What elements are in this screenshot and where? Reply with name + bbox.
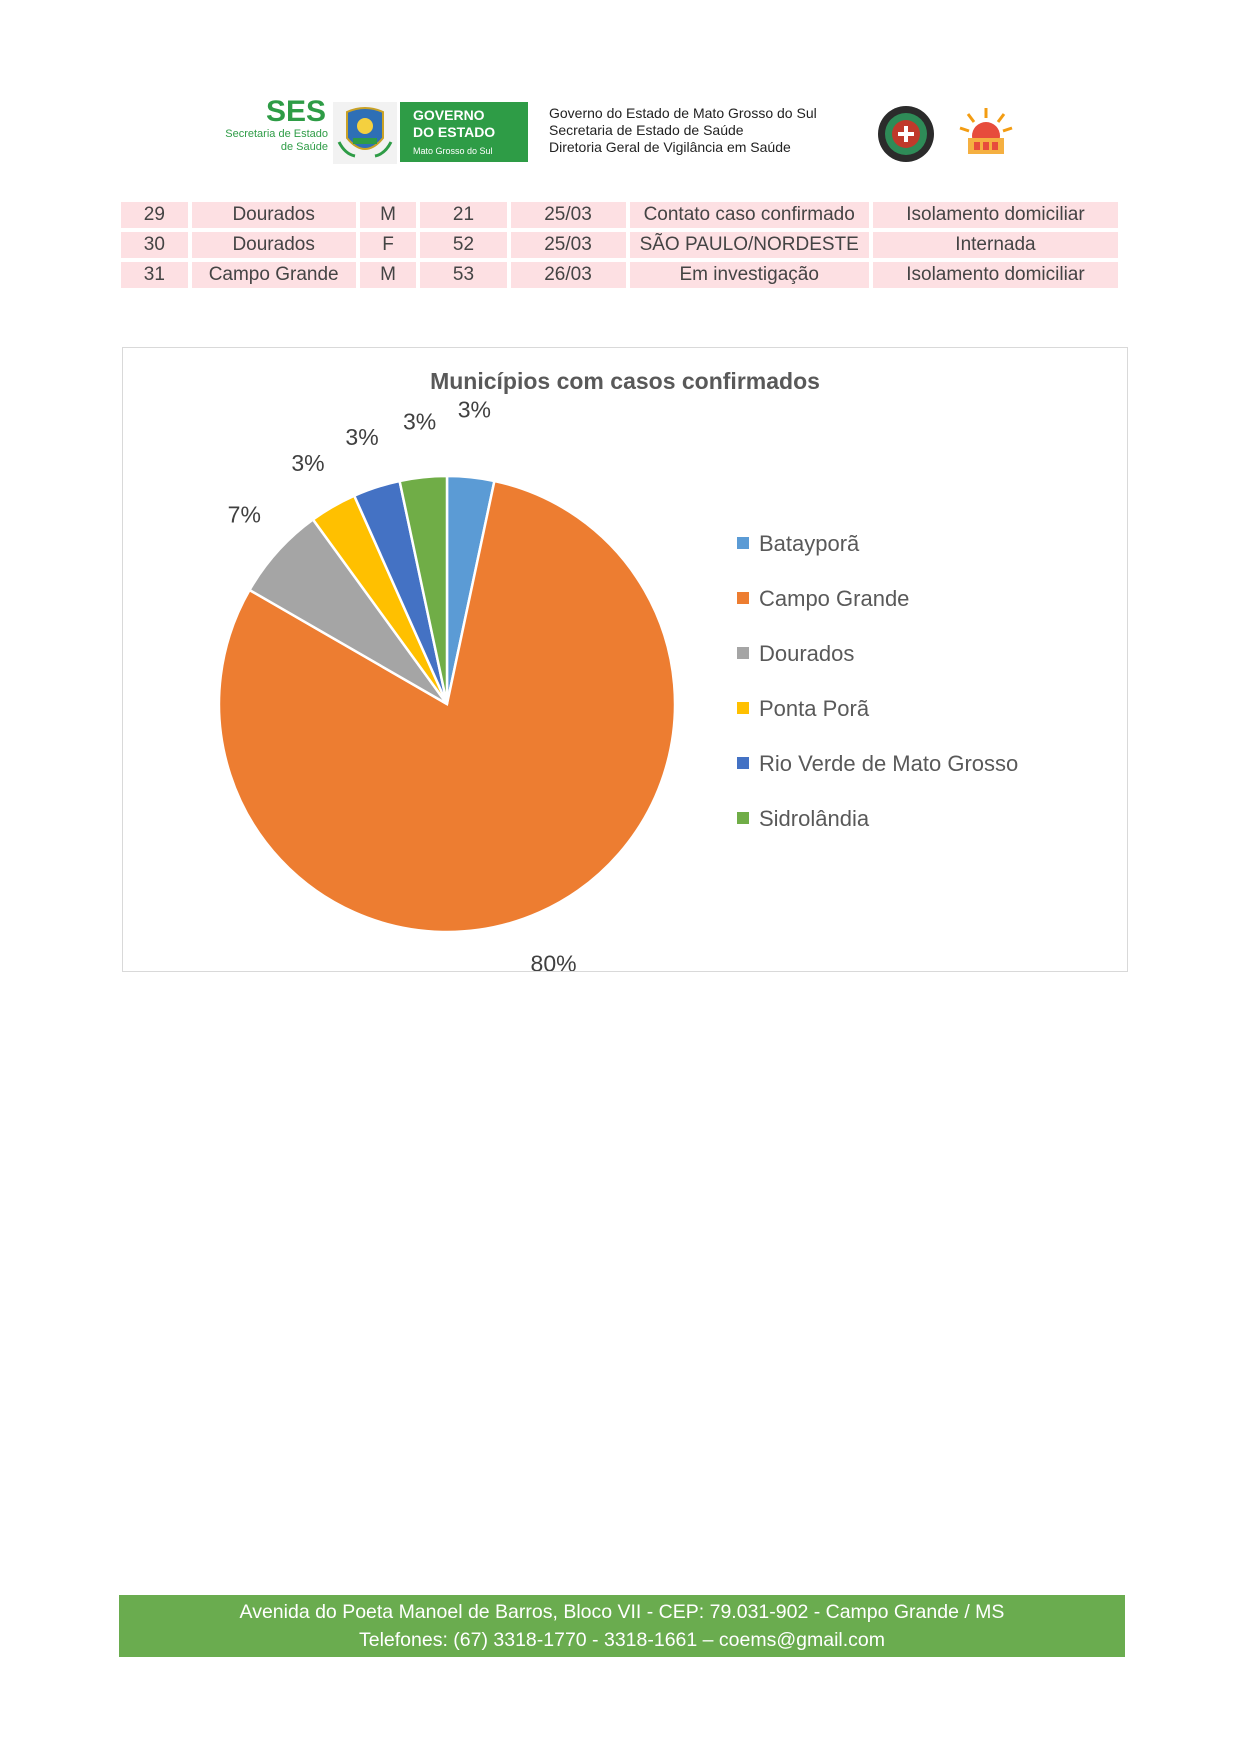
gov-box-line-2: DO ESTADO bbox=[413, 124, 496, 140]
cases-table bbox=[117, 198, 1122, 292]
municipality: Dourados bbox=[192, 202, 356, 228]
date: 25/03 bbox=[511, 202, 626, 228]
institution-names bbox=[549, 105, 817, 156]
legend-swatch-sidrolandia bbox=[737, 812, 749, 824]
origin: Contato caso confirmado bbox=[630, 202, 869, 228]
status: Isolamento domiciliar bbox=[873, 262, 1118, 288]
table-row bbox=[121, 202, 1118, 228]
vigilancia-seal-icon bbox=[876, 104, 936, 164]
age: 53 bbox=[420, 262, 506, 288]
municipality: Campo Grande bbox=[192, 262, 356, 288]
ses-sub-line-1: Secretaria de Estado bbox=[225, 128, 328, 140]
legend-label-sidrolandia: Sidrolândia bbox=[759, 806, 870, 831]
origin: SÃO PAULO/NORDESTE bbox=[630, 232, 869, 258]
case-number: 31 bbox=[121, 262, 188, 288]
data-label-rio-verde-de-mato-grosso: 3% bbox=[345, 423, 379, 450]
age: 52 bbox=[420, 232, 506, 258]
legend-swatch-bataypora bbox=[737, 537, 749, 549]
pie-chart bbox=[122, 347, 1128, 972]
legend-swatch-dourados bbox=[737, 647, 749, 659]
legend-label-campo-grande: Campo Grande bbox=[759, 586, 910, 611]
data-label-campo-grande: 80% bbox=[530, 950, 577, 971]
data-label-bataypora: 3% bbox=[457, 396, 492, 423]
ses-logo-text: SES bbox=[265, 95, 326, 128]
gov-box-sub: Mato Grosso do Sul bbox=[413, 146, 493, 156]
legend-label-ponta-pora: Ponta Porã bbox=[759, 696, 870, 721]
legend-swatch-campo-grande bbox=[737, 592, 749, 604]
gov-box-line-1: GOVERNO bbox=[413, 107, 485, 123]
institution-line-2: Secretaria de Estado de Saúde bbox=[549, 122, 744, 138]
sex: M bbox=[360, 202, 417, 228]
legend-label-dourados: Dourados bbox=[759, 641, 855, 666]
institution-line-3: Diretoria Geral de Vigilância em Saúde bbox=[549, 139, 791, 155]
status: Isolamento domiciliar bbox=[873, 202, 1118, 228]
data-label-sidrolandia: 3% bbox=[402, 408, 437, 435]
footer-contacts: Telefones: (67) 3318-1770 - 3318-1661 – coems@gmail.com bbox=[358, 1629, 885, 1651]
institution-line-1: Governo do Estado de Mato Grosso do Sul bbox=[549, 105, 817, 121]
age: 21 bbox=[420, 202, 506, 228]
legend-label-bataypora: Batayporã bbox=[759, 531, 860, 556]
legend-label-rio-verde-de-mato-grosso: Rio Verde de Mato Grosso bbox=[759, 751, 1019, 776]
legend-swatch-rio-verde-de-mato-grosso bbox=[737, 757, 749, 769]
ses-sub-line-2: de Saúde bbox=[280, 141, 328, 153]
state-coat-of-arms-icon bbox=[333, 102, 397, 164]
status: Internada bbox=[873, 232, 1118, 258]
page-header bbox=[0, 96, 1242, 174]
coe-ms-logo-icon bbox=[954, 104, 1018, 166]
date: 26/03 bbox=[511, 262, 626, 288]
data-label-dourados: 7% bbox=[227, 501, 261, 528]
sex: M bbox=[360, 262, 417, 288]
case-number: 29 bbox=[121, 202, 188, 228]
table-row bbox=[121, 232, 1118, 258]
ses-logo bbox=[198, 96, 328, 168]
municipality: Dourados bbox=[192, 232, 356, 258]
date: 25/03 bbox=[511, 232, 626, 258]
case-number: 30 bbox=[121, 232, 188, 258]
pie-chart-canvas bbox=[123, 348, 1127, 971]
footer-address: Avenida do Poeta Manoel de Barros, Bloco VII - CEP: 79.031-902 - Campo Grande / MS bbox=[239, 1601, 1005, 1623]
legend-swatch-ponta-pora bbox=[737, 702, 749, 714]
table-row bbox=[121, 262, 1118, 288]
chart-title: Municípios com casos confirmados bbox=[430, 368, 820, 394]
origin: Em investigação bbox=[630, 262, 869, 288]
data-label-ponta-pora: 3% bbox=[291, 450, 325, 477]
page-footer bbox=[119, 1595, 1125, 1657]
sex: F bbox=[360, 232, 417, 258]
governo-do-estado-logo bbox=[400, 102, 528, 162]
